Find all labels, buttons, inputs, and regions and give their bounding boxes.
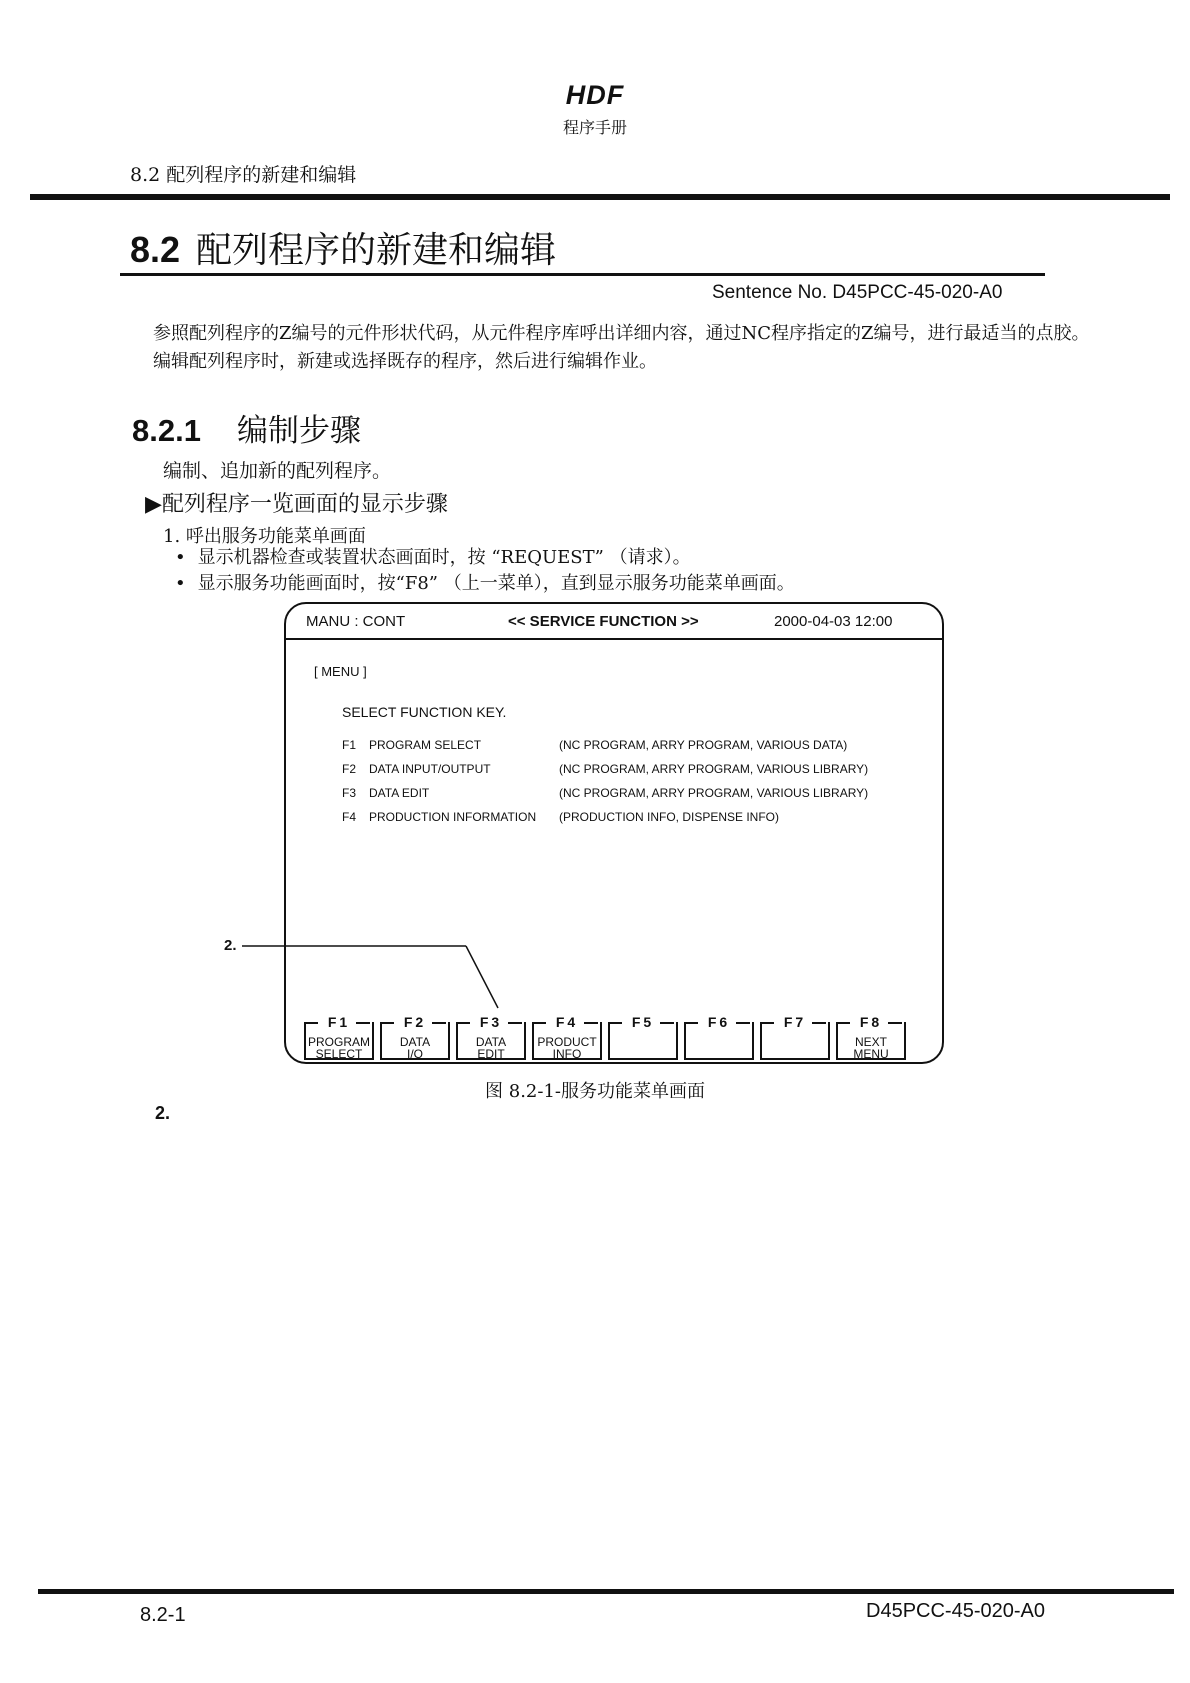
f6-key[interactable] <box>684 1014 754 1060</box>
section-title: 配列程序的新建和编辑 <box>196 230 557 271</box>
section-number: 8.2 <box>130 229 181 270</box>
function-name: PROGRAM SELECT <box>369 738 482 752</box>
function-key: F2 <box>342 762 357 776</box>
figure-caption: 图 8.2-1-服务功能菜单画面 <box>485 1081 705 1102</box>
select-prompt: SELECT FUNCTION KEY. <box>342 704 507 720</box>
manual-subtitle: 程序手册 <box>562 118 627 137</box>
screen-title: << SERVICE FUNCTION >> <box>508 613 699 630</box>
function-description: (NC PROGRAM, ARRY PROGRAM, VARIOUS LIBRARY) <box>559 786 869 800</box>
step-1: 1. 呼出服务功能菜单画面 <box>163 526 366 547</box>
function-row-f2 <box>342 762 868 776</box>
function-key: F4 <box>342 810 357 824</box>
function-name: DATA INPUT/OUTPUT <box>369 762 491 776</box>
fkey-label: F3 <box>479 1014 503 1030</box>
fkey-caption <box>686 1036 752 1048</box>
function-key: F1 <box>342 738 357 752</box>
fkey-label: F1 <box>327 1014 351 1030</box>
menu-label: [ MENU ] <box>314 664 367 679</box>
screen-datetime: 2000-04-03 12:00 <box>774 613 893 630</box>
subsection-note: 编制、追加新的配列程序。 <box>163 460 392 482</box>
fkey-label: F4 <box>555 1014 579 1030</box>
f7-key[interactable] <box>760 1014 830 1060</box>
brand-title: HDF <box>565 80 625 110</box>
page-number: 8.2-1 <box>140 1604 186 1626</box>
fkey-label: F2 <box>403 1014 427 1030</box>
footer-rule <box>38 1589 1174 1594</box>
function-row-f3 <box>342 786 868 800</box>
subsection-title: 编制步骤 <box>236 413 361 449</box>
fkey-label: F8 <box>859 1014 883 1030</box>
service-function-screen <box>284 602 944 1064</box>
f4-product-info-key[interactable] <box>532 1014 602 1060</box>
fkey-caption: DATA EDIT <box>475 1035 507 1061</box>
fkey-caption: PRODUCT INFO <box>537 1035 597 1061</box>
fkey-label: F6 <box>707 1014 731 1030</box>
function-row-f1 <box>342 738 847 752</box>
intro-paragraph-2: 编辑配列程序时，新建或选择既存的程序，然后进行编辑作业。 <box>153 351 657 372</box>
function-row-f4 <box>342 810 779 824</box>
operation-mode: MANU : CONT <box>306 613 406 630</box>
function-key: F3 <box>342 786 357 800</box>
function-description: (PRODUCTION INFO, DISPENSE INFO) <box>559 810 780 824</box>
fkey-caption: PROGRAM SELECT <box>307 1035 370 1061</box>
function-description: (NC PROGRAM, ARRY PROGRAM, VARIOUS LIBRARY) <box>559 762 869 776</box>
screen-header <box>286 604 942 640</box>
running-header: 8.2 配列程序的新建和编辑 <box>130 164 357 186</box>
fkey-caption <box>610 1036 676 1048</box>
function-name: PRODUCTION INFORMATION <box>369 810 537 824</box>
bullet-item: • 显示机器检查或装置状态画面时，按 “REQUEST” （请求）。 <box>175 545 795 571</box>
function-name: DATA EDIT <box>369 786 430 800</box>
callout-label: 2. <box>224 937 237 954</box>
fkey-label: F7 <box>783 1014 807 1030</box>
f2-data-io-key[interactable] <box>380 1014 450 1060</box>
f1-program-select-key[interactable] <box>304 1014 374 1060</box>
step-2: 2. <box>155 1103 171 1123</box>
sentence-number: Sentence No. D45PCC-45-020-A0 <box>712 282 1003 303</box>
f8-next-menu-key[interactable] <box>836 1014 906 1060</box>
subsection-number: 8.2.1 <box>132 413 201 448</box>
fkey-caption: NEXT MENU <box>853 1035 889 1061</box>
fkey-label: F5 <box>631 1014 655 1030</box>
function-description: (NC PROGRAM, ARRY PROGRAM, VARIOUS DATA) <box>559 738 848 752</box>
f5-key[interactable] <box>608 1014 678 1060</box>
intro-paragraph-1: 参照配列程序的Z编号的元件形状代码，从元件程序库呼出详细内容，通过NC程序指定的Z编号，进行最适当的点胶。 <box>153 323 1090 344</box>
fkey-caption: DATA I/O <box>399 1035 431 1061</box>
procedure-title: ▶配列程序一览画面的显示步骤 <box>145 492 448 517</box>
f3-data-edit-key[interactable] <box>456 1014 526 1060</box>
document-number: D45PCC-45-020-A0 <box>866 1600 1045 1622</box>
fkey-caption <box>762 1036 828 1048</box>
bullet-item: • 显示服务功能画面时，按“F8” （上一菜单），直到显示服务功能菜单画面。 <box>175 571 795 597</box>
